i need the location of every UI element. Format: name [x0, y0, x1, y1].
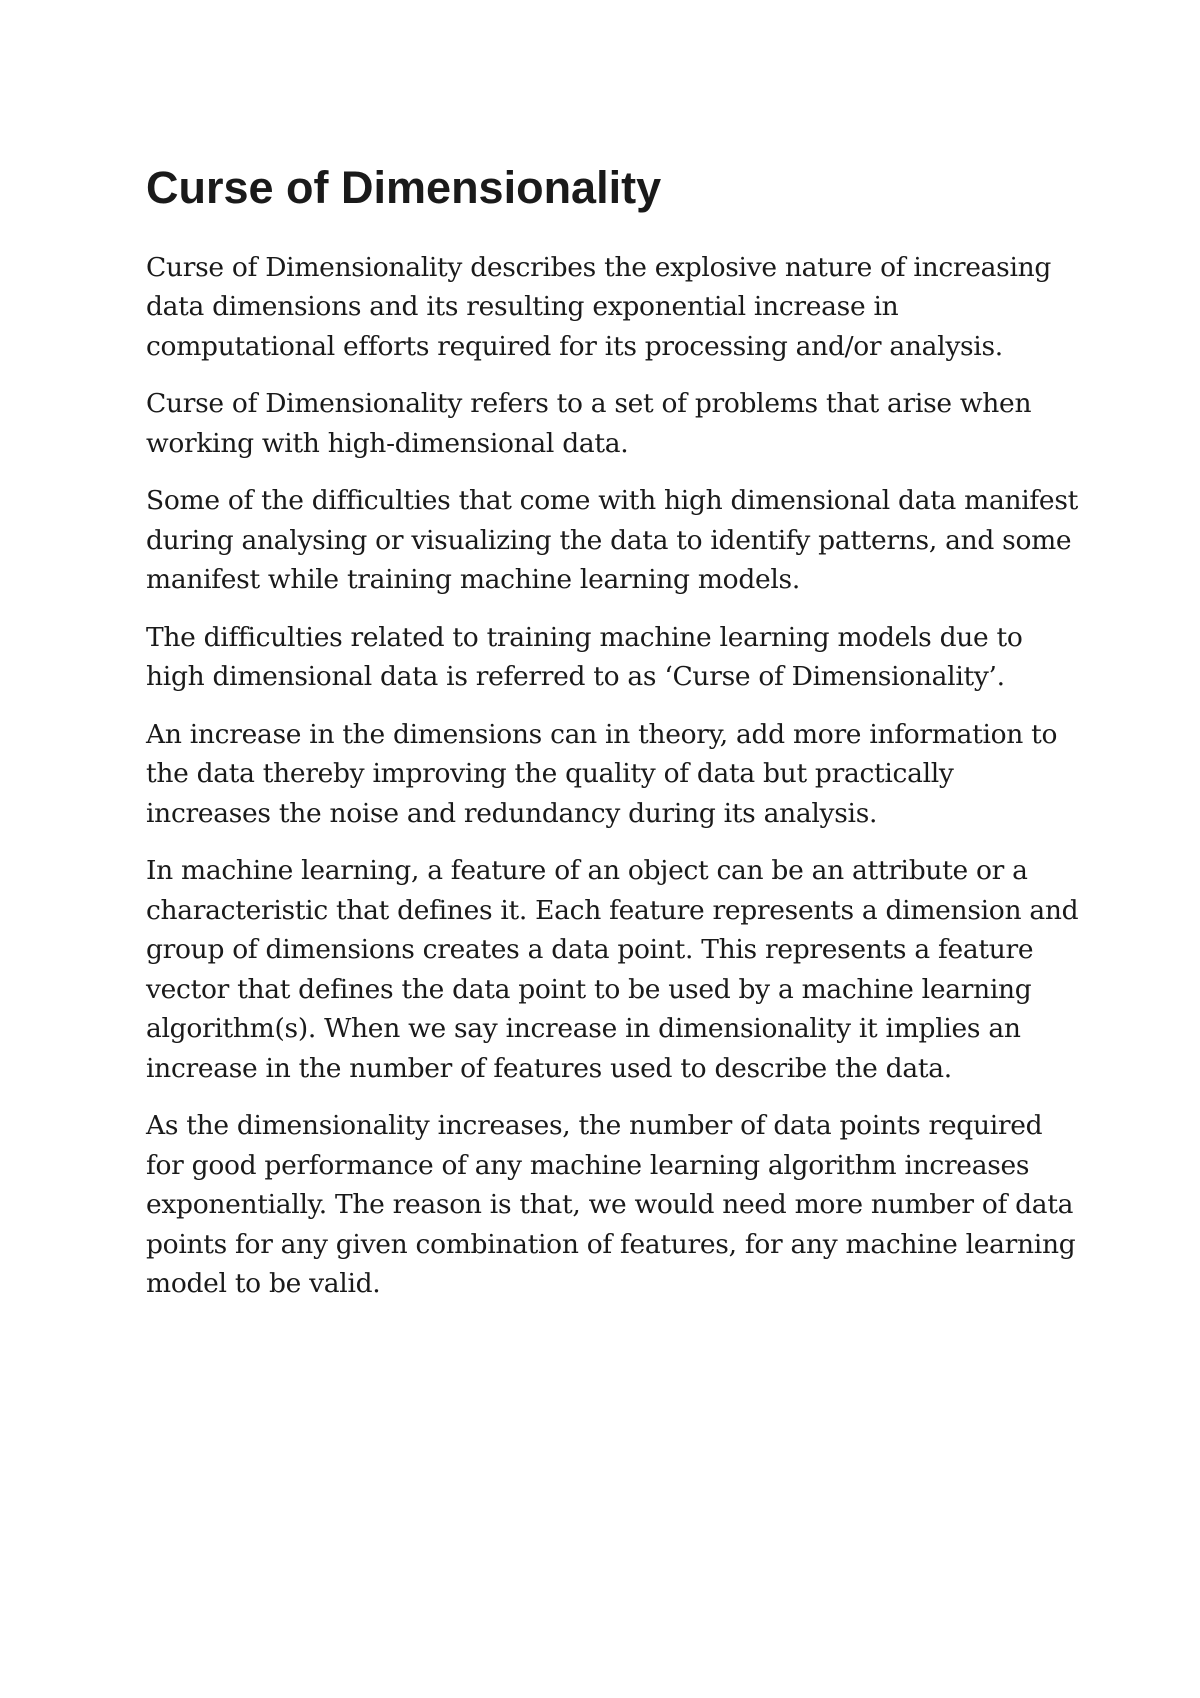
document-body: [146, 162, 1081, 1322]
paragraph-difficulties: Some of the difficulties that come with high dimensional data manifest during analysing or visualizing the data to identify patterns, and some manifest while training machine learning models.: [146, 485, 1078, 596]
paragraph-noise: An increase in the dimensions can in theory, add more information to the data thereby improving the quality of data but practically increases the noise and redundancy during its analysis.: [146, 718, 1058, 829]
paragraph-features: In machine learning, a feature of an object can be an attribute or a characteristic that defines it. Each feature represents a dimension and group of dimensions creates a data point. This represents a feature vector that defines the data point to be used by a machine learning algorithm(s). When we say increase in dimensionality it implies an increase in the number of features used to describe the data.: [146, 855, 1079, 1084]
page-title: Curse of Dimensionality: [146, 162, 662, 213]
paragraph-data-points: As the dimensionality increases, the number of data points required for good performance of any machine learning algorithm increases exponentially. The reason is that, we would need more number of data points for any given combination of features, for any machine learning model to be valid.: [146, 1110, 1076, 1300]
paragraph-training: The difficulties related to training machine learning models due to high dimensional data is referred to as ‘Curse of Dimensionality’.: [146, 621, 1023, 693]
paragraph-problems: Curse of Dimensionality refers to a set of problems that arise when working with high-dimensional data.: [146, 388, 1032, 459]
paragraph-definition: Curse of Dimensionality describes the explosive nature of increasing data dimensions and its resulting exponential increase in computational efforts required for its processing and/or analysis.: [146, 251, 1052, 362]
